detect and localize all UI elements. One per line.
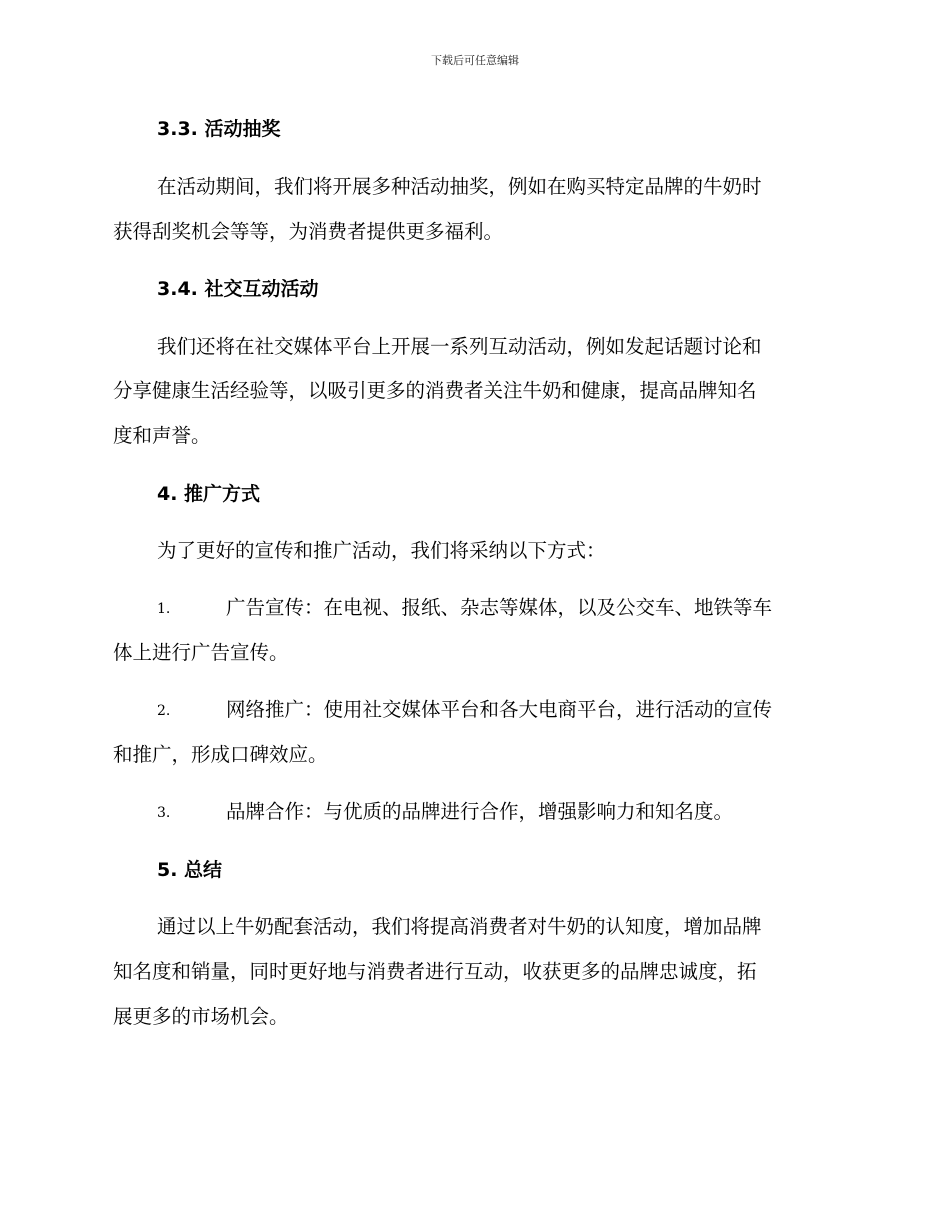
paragraph-line: 为了更好的宣传和推广活动，我们将采纳以下方式： bbox=[157, 539, 606, 562]
paragraph-line: 展更多的市场机会。 bbox=[113, 1005, 289, 1028]
section-heading-3-4: 3.4. 社交互动活动 bbox=[157, 278, 319, 300]
paragraph-line: 知名度和销量，同时更好地与消费者进行互动，收获更多的品牌忠诚度，拓 bbox=[113, 960, 757, 983]
paragraph-line: 度和声誉。 bbox=[113, 424, 211, 447]
paragraph-line: 分享健康生活经验等，以吸引更多的消费者关注牛奶和健康，提高品牌知名 bbox=[113, 379, 757, 402]
paragraph-line: 我们还将在社交媒体平台上开展一系列互动活动，例如发起话题讨论和 bbox=[157, 335, 762, 358]
list-item-text: 网络推广：使用社交媒体平台和各大电商平台，进行活动的宣传 bbox=[226, 698, 773, 721]
list-item-continuation: 和推广，形成口碑效应。 bbox=[113, 743, 328, 766]
list-item-number: 2. bbox=[157, 703, 171, 719]
section-heading-5: 5. 总结 bbox=[157, 859, 223, 881]
paragraph-line: 获得刮奖机会等等，为消费者提供更多福利。 bbox=[113, 220, 504, 243]
section-heading-4: 4. 推广方式 bbox=[157, 483, 261, 505]
page-header-note: 下载后可任意编辑 bbox=[431, 54, 519, 67]
paragraph-line: 通过以上牛奶配套活动，我们将提高消费者对牛奶的认知度，增加品牌 bbox=[157, 915, 762, 938]
list-item-number: 1. bbox=[157, 601, 171, 617]
list-item-text: 品牌合作：与优质的品牌进行合作，增强影响力和知名度。 bbox=[226, 800, 734, 823]
list-item-number: 3. bbox=[157, 805, 171, 821]
list-item-text: 广告宣传：在电视、报纸、杂志等媒体，以及公交车、地铁等车 bbox=[226, 596, 773, 619]
paragraph-line: 在活动期间，我们将开展多种活动抽奖，例如在购买特定品牌的牛奶时 bbox=[157, 175, 762, 198]
section-heading-3-3: 3.3. 活动抽奖 bbox=[157, 118, 281, 140]
list-item-continuation: 体上进行广告宣传。 bbox=[113, 641, 289, 664]
